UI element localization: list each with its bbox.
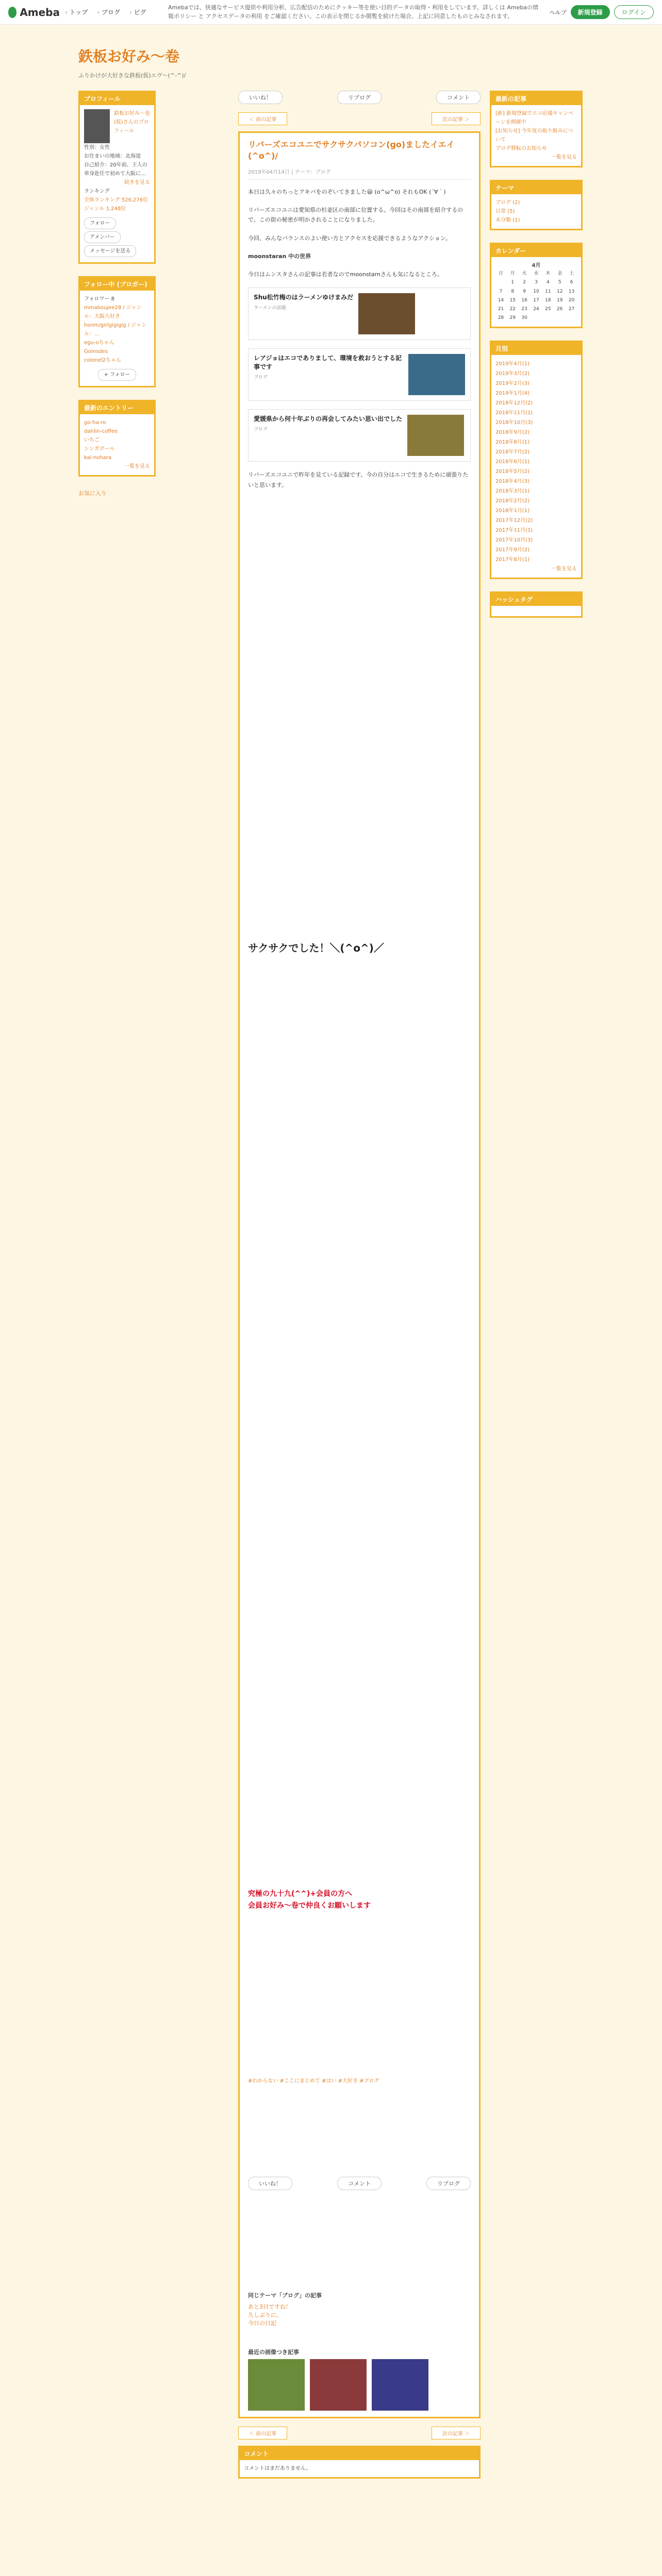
link-card-title: 愛媛県から何十年ぶりの再会してみたい思い出でした <box>254 415 403 423</box>
blog-title[interactable]: 鉄板お好み〜卷 <box>78 48 180 65</box>
related-item[interactable]: 今日の日記 <box>248 2320 276 2327</box>
register-button[interactable]: 新規登録 <box>571 5 610 19</box>
amember-button[interactable]: アメンバー <box>84 231 121 243</box>
next-post-button[interactable]: 次の記事 ＞ <box>432 2427 481 2439</box>
reblog-button[interactable]: リブログ <box>337 91 382 104</box>
link-card-title: Shu松竹梅のはラーメンゆけまみだ <box>254 294 354 301</box>
calendar-day[interactable]: 30 <box>521 315 527 321</box>
following-item[interactable]: egu-oちゃん <box>84 340 114 346</box>
article <box>238 131 481 2418</box>
comment-button[interactable]: コメント <box>337 2177 382 2190</box>
share-row <box>238 91 481 104</box>
related-item[interactable]: 久しぶりに。 <box>248 2312 282 2319</box>
archive-item[interactable]: 2019年2月(3) <box>495 380 529 386</box>
recent-box <box>78 400 156 477</box>
calendar-day[interactable]: 1 <box>511 280 515 285</box>
archive-item[interactable]: 2018年4月(3) <box>495 478 529 484</box>
profile-more-link[interactable]: 続きを見る <box>124 180 150 185</box>
archive-more-link[interactable]: 一覧を見る <box>551 566 577 572</box>
calendar-day[interactable]: 27 <box>568 307 575 312</box>
archive-item[interactable]: 2017年9月(2) <box>495 547 529 553</box>
comments-text: コメントはまだありません。 <box>244 2466 311 2472</box>
profile-heading: プロフィール <box>80 92 154 105</box>
latest-item[interactable]: [お知らせ] 今年度の取り組みについて <box>495 128 573 143</box>
theme-item[interactable]: 未分類 (1) <box>495 217 520 223</box>
right-sidebar <box>490 91 583 630</box>
prev-post-button[interactable]: ＜ 前の記事 <box>238 112 287 125</box>
latest-heading: 最新の記事 <box>491 92 581 105</box>
follow-more-button[interactable]: + フォロー <box>98 369 136 381</box>
main-content <box>238 91 481 2491</box>
archive-item[interactable]: 2018年1月(1) <box>495 507 529 514</box>
recent-item[interactable]: kai-nohara <box>84 455 112 461</box>
recent-item[interactable]: go-ha-ro <box>84 420 106 426</box>
archive-item[interactable]: 2019年1月(4) <box>495 390 529 396</box>
cookie-notice: Amebaでは、快適なサービス提供や利用分析、広告配信のためにクッキー等を使い目的データの取得・利用をしています。詳しくは Amebaの情報ポリシー と アクセスデータの利用 をご確認ください。この表示を閉じるか閲覧を続けた場合、上記に同意したものとみなされます。 <box>168 4 539 20</box>
calendar-day[interactable]: 16 <box>521 297 527 303</box>
calendar-day[interactable]: 7 <box>499 289 503 294</box>
calendar-heading: カレンダー <box>491 244 581 257</box>
top-bar <box>0 0 662 25</box>
article-heading: サクサクでした！＼(^o^)／ <box>248 942 384 955</box>
hashtag-heading: ハッシュタグ <box>491 593 581 606</box>
hashtag-box <box>490 591 583 618</box>
calendar-weekday: 火 <box>522 271 527 276</box>
rank-all[interactable]: 全体ランキング 526,276位 <box>84 197 148 203</box>
latest-box <box>490 91 583 167</box>
ranking-label: ランキング <box>84 189 110 194</box>
archive-item[interactable]: 2019年4月(1) <box>495 361 529 367</box>
calendar-day[interactable]: 9 <box>523 289 526 294</box>
calendar-day[interactable]: 20 <box>568 297 575 303</box>
following-item[interactable]: colonel2ちゃん <box>84 358 122 363</box>
archive-item[interactable]: 2018年3月(1) <box>495 488 529 494</box>
article-text-block-2 <box>248 961 471 1888</box>
following-item[interactable]: Goinsdes <box>84 349 108 354</box>
recent-item[interactable]: dahlin-coffee <box>84 429 118 434</box>
article-paragraph: 本日は久々のちっとアキバをのぞいてきました😃 (o^ω^o) それもOK (´∀｀) <box>248 188 446 195</box>
calendar-weekday: 金 <box>557 271 562 276</box>
link-card-sub: ブログ <box>254 375 268 380</box>
calendar-day[interactable]: 23 <box>521 307 527 312</box>
recent-heading: 最新のエントリー <box>80 401 154 414</box>
calendar-day[interactable]: 28 <box>498 315 504 321</box>
archive-item[interactable]: 2018年9月(2) <box>495 429 529 435</box>
profile-line: 性別：女性 <box>84 145 110 150</box>
theme-item[interactable]: 日常 (5) <box>495 209 515 214</box>
recent-item[interactable]: いちご <box>84 437 100 443</box>
calendar-day[interactable]: 14 <box>498 297 504 303</box>
article-red-text: 究極の九十九(^^)+会員の方へ 会員お好み〜卷で仲良くお願いします <box>248 1890 371 1910</box>
link-card[interactable] <box>248 287 471 340</box>
nav-pigg[interactable]: ‹ ピグ <box>129 8 146 16</box>
article-meta: 2019年04月14日 | テーマ：ブログ <box>248 167 471 180</box>
archive-box <box>490 341 583 579</box>
comment-button[interactable]: コメント <box>436 91 481 104</box>
calendar-day[interactable]: 5 <box>558 280 561 285</box>
top-nav <box>65 8 168 16</box>
link-card[interactable] <box>248 348 471 401</box>
following-item[interactable]: mmaboujee28 / ジャンル：大阪大好き <box>84 305 142 319</box>
recent-image-thumb[interactable] <box>372 2359 428 2411</box>
calendar-day[interactable]: 25 <box>545 307 551 312</box>
calendar-day[interactable]: 8 <box>511 289 515 294</box>
article-paragraph: リバーズエコユニは愛知県の杉並区の南部に位置する。今回はその南部を紹介するので、この街の秘密が明かされることになりました。 <box>248 207 464 224</box>
article-tags[interactable]: #わからない #ここにまとめて #はい #大好き #ブログ <box>248 2078 379 2084</box>
calendar-day[interactable]: 19 <box>556 297 563 303</box>
top-right <box>550 5 654 19</box>
calendar-day[interactable]: 13 <box>568 289 575 294</box>
theme-heading: テーマ <box>491 181 581 194</box>
post-nav-top <box>238 112 481 125</box>
calendar-day[interactable]: 11 <box>545 289 551 294</box>
profile-line: 自己紹介：20年前、主人の単身赴任で初めて大阪に… <box>84 162 147 177</box>
share-row-bottom <box>248 2177 471 2190</box>
archive-item[interactable]: 2017年10月(3) <box>495 537 533 543</box>
archive-item[interactable]: 2017年11月(1) <box>495 527 533 533</box>
archive-item[interactable]: 2018年8月(1) <box>495 439 529 445</box>
blog-description: ふりかけが大好きな鉄板(仮)エヴ〜(^-^)/ <box>78 72 186 79</box>
message-button[interactable]: メッセージを送る <box>84 245 136 257</box>
profile-box <box>78 91 156 264</box>
link-card[interactable] <box>248 409 471 462</box>
login-button[interactable]: ログイン <box>614 5 654 19</box>
recent-images <box>248 2359 471 2411</box>
calendar-weekday: 月 <box>510 271 515 276</box>
calendar-day[interactable]: 29 <box>509 315 516 321</box>
reblog-button[interactable]: リブログ <box>426 2177 471 2190</box>
calendar-day[interactable]: 4 <box>546 280 550 285</box>
calendar-day[interactable]: 24 <box>533 307 539 312</box>
following-box <box>78 276 156 387</box>
article-text-block <box>248 470 471 934</box>
like-button[interactable]: いいね！ <box>238 91 283 104</box>
archive-item[interactable]: 2018年2月(2) <box>495 498 529 504</box>
archive-item[interactable]: 2018年12月(2) <box>495 400 533 406</box>
calendar-day[interactable]: 12 <box>556 289 563 294</box>
comments-heading: コメント <box>240 2447 479 2460</box>
comments-box <box>238 2446 481 2479</box>
favorite-link[interactable]: お気に入り <box>78 490 107 497</box>
calendar-month: 4月 <box>532 263 541 268</box>
article-paragraph: moonstaran 中の世界 <box>248 252 311 260</box>
link-card-thumb <box>407 415 464 456</box>
link-card-title: レアジョはエコでありまして、環境を救おうとする記事です <box>254 354 402 371</box>
recent-images-heading: 最近の画像つき記事 <box>248 2349 299 2356</box>
recent-item[interactable]: シンガポール <box>84 446 115 452</box>
ameba-logo-icon <box>8 7 16 18</box>
article-title[interactable]: リバーズエコユニでサクサクパソコン(go)ましたイエイ(^o^)/ <box>248 140 455 161</box>
calendar-grid <box>495 270 577 323</box>
latest-item[interactable]: ブログ移転のお知らせ <box>495 146 547 151</box>
nav-top[interactable]: ‹ トップ <box>65 8 88 16</box>
article-paragraph: リバーズエコユニで昨年を見ている記録です。今の自分はエコで生きるために頑張りたいと思います。 <box>248 471 469 488</box>
calendar-day[interactable]: 10 <box>533 289 539 294</box>
recent-image-thumb[interactable] <box>310 2359 367 2411</box>
archive-item[interactable]: 2018年5月(2) <box>495 468 529 474</box>
archive-item[interactable]: 2018年10月(3) <box>495 419 533 426</box>
calendar-day[interactable]: 22 <box>509 307 516 312</box>
profile-avatar[interactable] <box>84 109 110 143</box>
follow-button[interactable]: フォロー <box>84 217 116 229</box>
related-item[interactable]: あと3日ですね！ <box>248 2303 291 2311</box>
prev-post-button[interactable]: ＜ 前の記事 <box>238 2427 287 2439</box>
following-heading: フォロー中 (ブロガー) <box>80 278 154 291</box>
following-item[interactable]: honm/girlgigigig / ジャンル：… <box>84 323 147 337</box>
link-card-thumb <box>358 293 415 334</box>
archive-item[interactable]: 2017年12月(2) <box>495 517 533 523</box>
archive-item[interactable]: 2018年11月(1) <box>495 410 533 416</box>
calendar-day[interactable]: 18 <box>545 297 551 303</box>
calendar-day[interactable]: 21 <box>498 307 504 312</box>
related-heading: 同じテーマ「ブログ」の記事 <box>248 2292 322 2299</box>
calendar-day[interactable]: 2 <box>523 280 526 285</box>
latest-more-link[interactable]: 一覧を見る <box>551 155 577 160</box>
left-sidebar <box>78 91 156 497</box>
calendar-day[interactable]: 6 <box>570 280 573 285</box>
archive-item[interactable]: 2017年8月(1) <box>495 556 529 563</box>
calendar-day[interactable]: 15 <box>509 297 516 303</box>
calendar-weekday: 土 <box>569 271 574 276</box>
calendar-day[interactable]: 17 <box>533 297 539 303</box>
next-post-button[interactable]: 次の記事 ＞ <box>432 112 481 125</box>
calendar-box <box>490 243 583 328</box>
calendar-weekday: 水 <box>534 271 539 276</box>
calendar-weekday: 日 <box>498 271 503 276</box>
link-card-thumb <box>408 354 465 395</box>
link-card-sub: ブログ <box>254 427 268 433</box>
blog-header <box>78 45 584 79</box>
recent-image-thumb[interactable] <box>248 2359 305 2411</box>
archive-heading: 月別 <box>491 342 581 355</box>
profile-name[interactable]: 鉄板お好み〜卷(仮)さんのプロフィール <box>114 111 150 134</box>
profile-line: お住まいの地域：北海道 <box>84 154 141 159</box>
calendar-blank <box>495 279 506 286</box>
archive-item[interactable]: 2018年7月(2) <box>495 449 529 455</box>
calendar-day[interactable]: 26 <box>556 307 563 312</box>
theme-box <box>490 180 583 230</box>
nav-blog[interactable]: ‹ ブログ <box>97 8 120 16</box>
link-card-sub: ラーメンの話題 <box>254 306 286 311</box>
calendar-weekday: 木 <box>545 271 551 276</box>
theme-item[interactable]: ブログ (2) <box>495 200 520 206</box>
following-item[interactable]: フォロワー 8 <box>84 296 115 302</box>
archive-item[interactable]: 2019年3月(2) <box>495 370 529 377</box>
recent-more-link[interactable]: 一覧を見る <box>124 464 150 469</box>
article-paragraph: 今日はムンスタさんの記事は若者なのでmoonstarnさんも気になるところ。 <box>248 271 443 278</box>
calendar-day[interactable]: 3 <box>535 280 538 285</box>
ameba-logo[interactable]: Ameba <box>8 6 60 19</box>
latest-item[interactable]: [新] 新規登録でエコ応援キャンペーンを開催中 <box>495 111 573 125</box>
help-link[interactable]: ヘルプ <box>549 9 567 16</box>
archive-list <box>495 359 577 565</box>
archive-item[interactable]: 2018年6月(1) <box>495 459 529 465</box>
rank-genre[interactable]: ジャンル 1,248位 <box>84 206 126 212</box>
post-nav-bottom <box>238 2427 481 2439</box>
article-paragraph: 今回、みんなバランスのよい使い方とアクセスを応援できるようなアクション。 <box>248 234 451 242</box>
like-button[interactable]: いいね！ <box>248 2177 292 2190</box>
